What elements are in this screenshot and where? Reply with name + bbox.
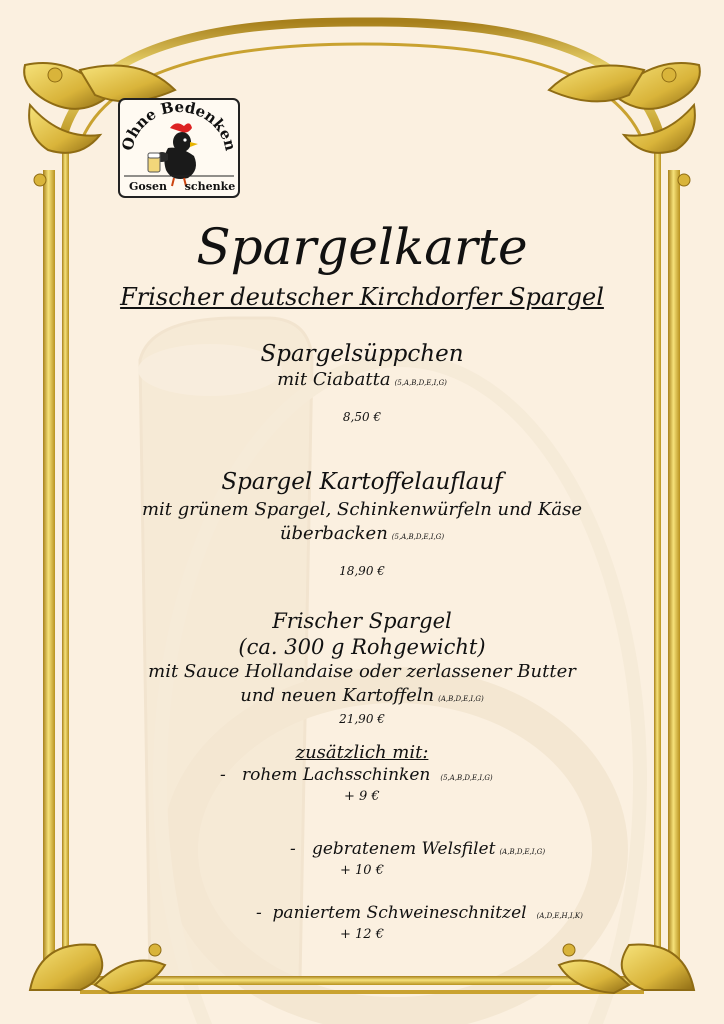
dish-name: Frischer Spargel bbox=[272, 609, 452, 633]
logo-arc-text: Ohne Bedenken bbox=[118, 98, 240, 153]
dish-kartoffelauflauf bbox=[80, 468, 644, 579]
extra-item-label: - paniertem Schweineschnitzel bbox=[256, 903, 527, 923]
logo-text-left: Gosen bbox=[129, 180, 167, 193]
dish-frischer-spargel bbox=[80, 608, 644, 727]
allergen-codes: (A,B,D,E,I,G) bbox=[438, 695, 484, 703]
extra-item bbox=[80, 764, 644, 789]
dish-price: 18,90 € bbox=[339, 564, 385, 578]
extra-item-label: - rohem Lachsschinken bbox=[220, 765, 431, 785]
extra-price: + 9 € bbox=[344, 789, 380, 804]
allergen-codes: (5,A,B,D,E,I,G) bbox=[391, 533, 445, 541]
extra-price: + 10 € bbox=[340, 863, 384, 878]
dish-description bbox=[80, 684, 644, 711]
dish-description bbox=[80, 522, 644, 549]
extras-section bbox=[80, 742, 644, 805]
dish-description bbox=[80, 368, 644, 395]
extras-heading: zusätzlich mit: bbox=[295, 742, 429, 763]
page-subtitle: Frischer deutscher Kirchdorfer Spargel bbox=[120, 283, 604, 311]
dish-price: 8,50 € bbox=[342, 410, 382, 424]
dish-desc-line: und neuen Kartoffeln bbox=[240, 685, 435, 706]
allergen-codes: (5,A,B,D,E,I,G) bbox=[440, 774, 493, 782]
dish-name-weight: (ca. 300 g Rohgewicht) bbox=[238, 635, 486, 659]
dish-desc-line: mit Sauce Hollandaise oder zerlassener Butter bbox=[148, 661, 576, 682]
extras-item-3 bbox=[80, 902, 644, 943]
extra-item-label: - gebratenem Welsfilet bbox=[290, 839, 496, 859]
allergen-codes: (5,A,B,D,E,I,G) bbox=[394, 379, 447, 387]
dish-desc-line: mit Ciabatta bbox=[277, 369, 391, 390]
extras-item-2 bbox=[80, 838, 644, 879]
page-title: Spargelkarte bbox=[196, 218, 528, 276]
allergen-codes: (A,B,D,E,I,G) bbox=[499, 848, 546, 856]
dish-name: Spargelsüppchen bbox=[260, 341, 464, 367]
allergen-codes: (A,D,E,H,I,K) bbox=[536, 912, 583, 920]
extra-price: + 12 € bbox=[340, 927, 384, 942]
dish-desc-line: mit grünem Spargel, Schinkenwürfeln und Käse bbox=[141, 499, 583, 520]
dish-desc-line: überbacken bbox=[279, 523, 388, 544]
logo-text-right: schenke bbox=[184, 180, 236, 193]
dish-name: Spargel Kartoffelauflauf bbox=[221, 469, 503, 495]
dish-spargelsueppchen bbox=[80, 340, 644, 425]
gosenschenke-logo bbox=[118, 98, 240, 198]
extra-item bbox=[80, 902, 644, 927]
dish-price: 21,90 € bbox=[339, 712, 385, 726]
extra-item bbox=[80, 838, 644, 863]
